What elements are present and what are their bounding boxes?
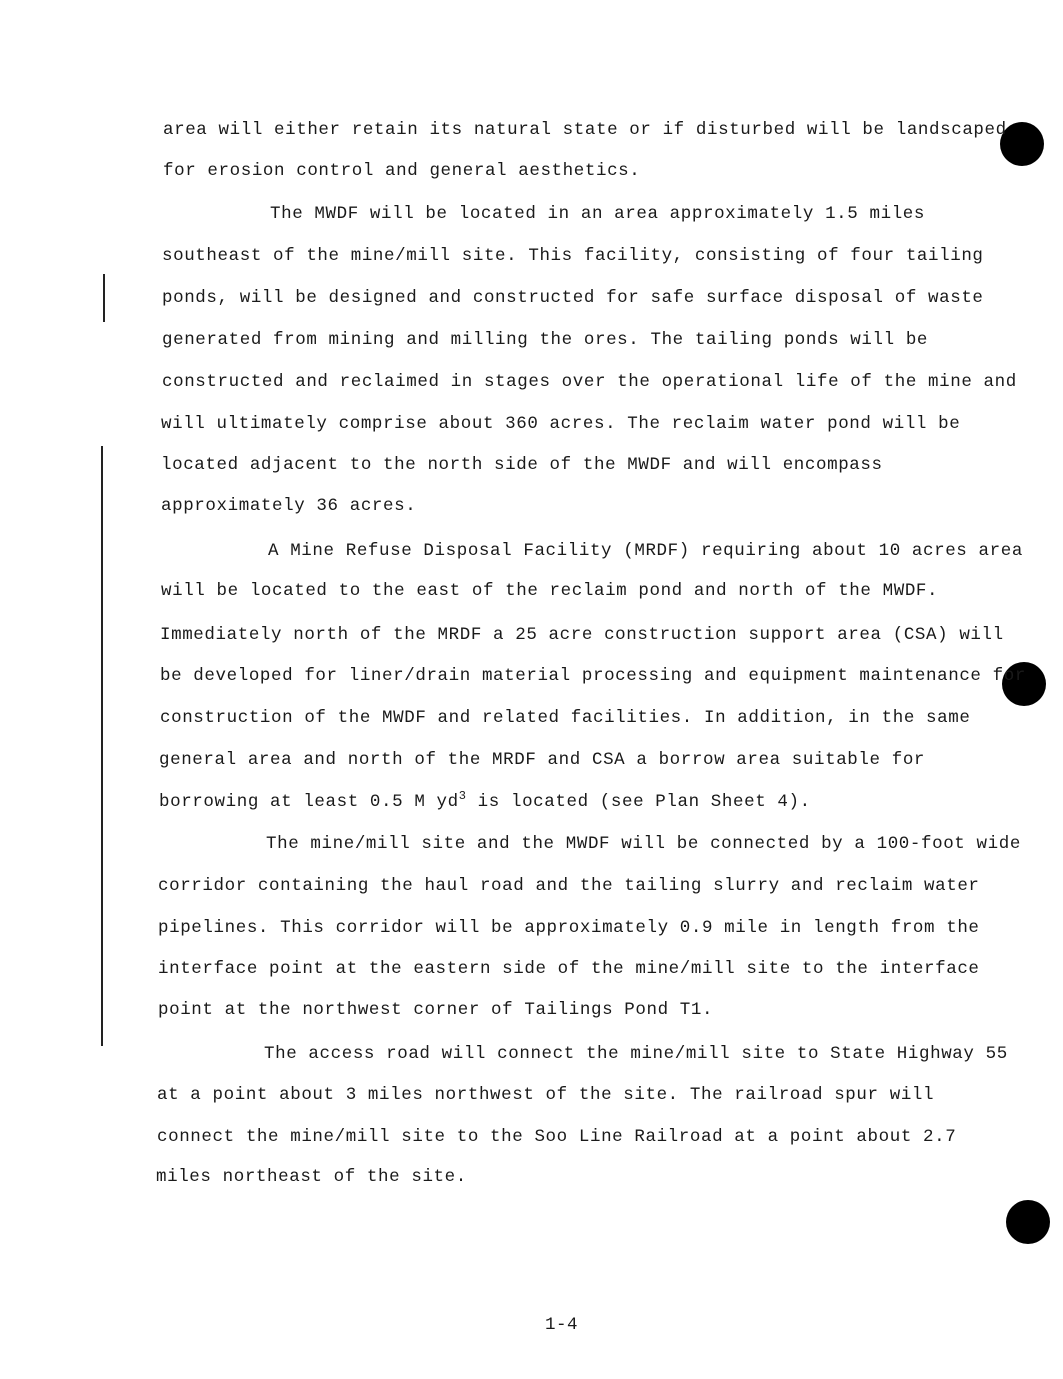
- text-line: miles northeast of the site.: [156, 1167, 467, 1187]
- text-line: generated from mining and milling the ores. The tailing ponds will be: [162, 330, 929, 350]
- text-line: area will either retain its natural state or if disturbed will be landscaped: [163, 120, 1007, 140]
- text-line: point at the northwest corner of Tailings Pond T1.: [158, 1000, 714, 1020]
- text-line: interface point at the eastern side of the mine/mill site to the interface: [158, 959, 980, 979]
- text-line: at a point about 3 miles northwest of the site. The railroad spur will: [157, 1085, 935, 1105]
- text-line: for erosion control and general aesthetics.: [163, 161, 641, 181]
- text-line: general area and north of the MRDF and CSA a borrow area suitable for: [159, 750, 926, 770]
- text-segment: borrowing at least 0.5 M yd: [159, 792, 459, 812]
- revision-bar-1: [103, 274, 105, 322]
- text-line: construction of the MWDF and related facilities. In addition, in the same: [160, 708, 971, 728]
- text-line: [159, 791, 811, 814]
- text-line: located adjacent to the north side of the MWDF and will encompass: [161, 455, 883, 475]
- text-line: be developed for liner/drain material processing and equipment maintenance for: [160, 666, 1026, 686]
- text-line: constructed and reclaimed in stages over the operational life of the mine and: [162, 372, 1017, 392]
- text-line: approximately 36 acres.: [161, 496, 417, 516]
- text-line: corridor containing the haul road and the tailing slurry and reclaim water: [158, 876, 980, 896]
- text-line: ponds, will be designed and constructed for safe surface disposal of waste: [162, 288, 984, 308]
- text-line: The MWDF will be located in an area approximately 1.5 miles: [270, 204, 926, 224]
- text-line: A Mine Refuse Disposal Facility (MRDF) requiring about 10 acres area: [268, 541, 1023, 561]
- text-line: The access road will connect the mine/mill site to State Highway 55: [264, 1044, 1008, 1064]
- text-line: will ultimately comprise about 360 acres. The reclaim water pond will be: [161, 414, 961, 434]
- page-number: 1-4: [545, 1315, 579, 1335]
- superscript: 3: [458, 789, 467, 803]
- text-line: Immediately north of the MRDF a 25 acre construction support area (CSA) will: [160, 625, 1004, 645]
- text-line: southeast of the mine/mill site. This facility, consisting of four tailing: [162, 246, 984, 266]
- text-line: will be located to the east of the reclaim pond and north of the MWDF.: [161, 581, 939, 601]
- revision-bar-2: [101, 446, 103, 1046]
- text-line: connect the mine/mill site to the Soo Line Railroad at a point about 2.7: [157, 1127, 957, 1147]
- text-segment: is located (see Plan Sheet 4).: [466, 792, 811, 812]
- punch-hole-bottom: [1006, 1200, 1050, 1244]
- text-line: The mine/mill site and the MWDF will be connected by a 100-foot wide: [266, 834, 1021, 854]
- text-line: pipelines. This corridor will be approximately 0.9 mile in length from the: [158, 918, 980, 938]
